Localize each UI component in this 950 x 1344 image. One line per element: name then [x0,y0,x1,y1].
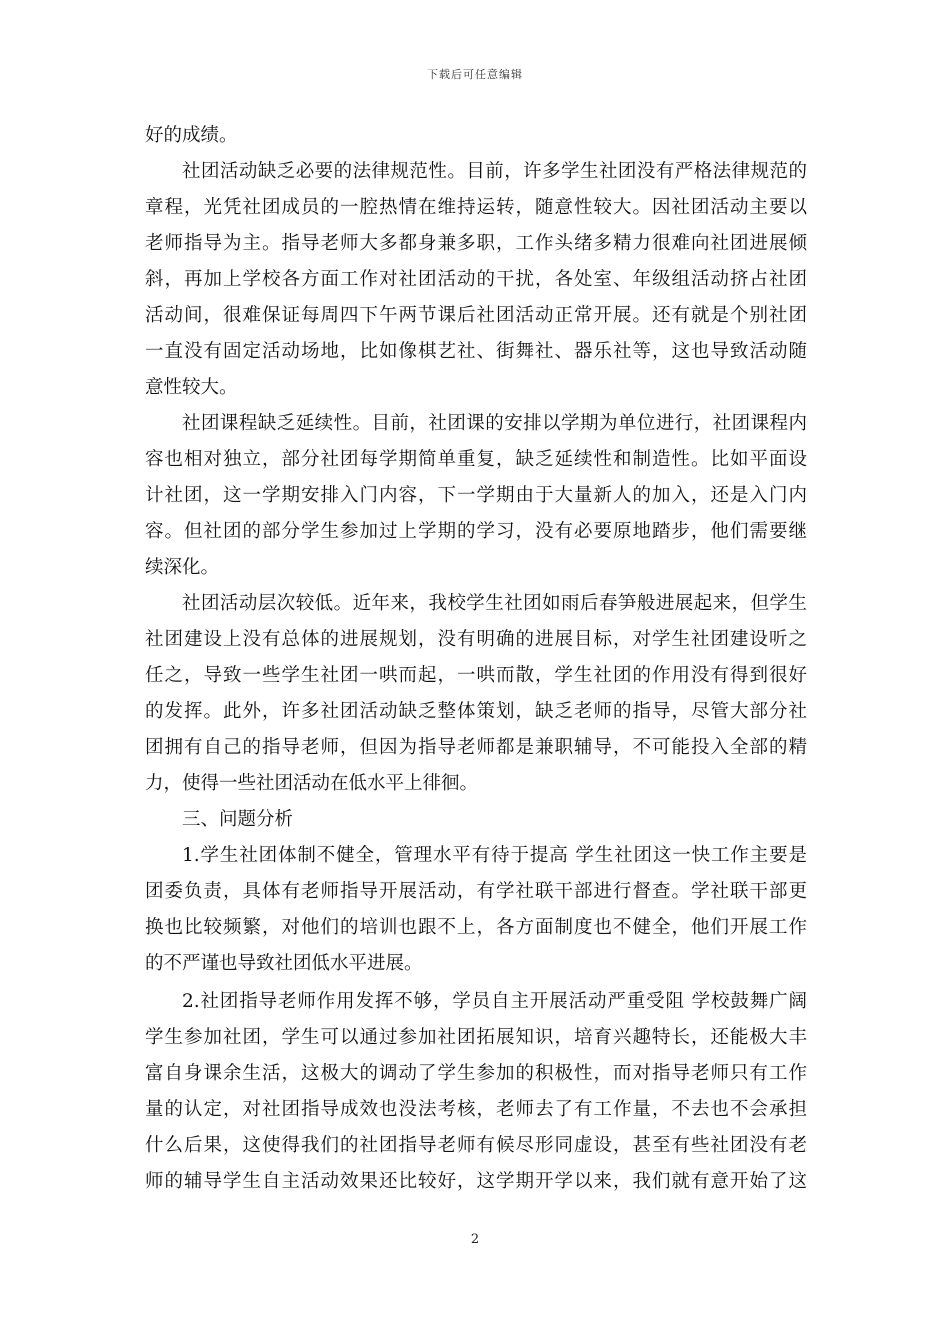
text-line: 团拥有自己的指导老师，但因为指导老师都是兼职辅导，不可能投入全部的精 [145,737,807,758]
text-line: 容也相对独立，部分社团每学期简单重复，缺乏延续性和制造性。比如平面设 [145,449,807,470]
text-line: 学生参加社团，学生可以通过参加社团拓展知识，培育兴趣特长，还能极大丰 [145,1027,807,1048]
paragraph-start-line: 社团课程缺乏延续性。目前，社团课的安排以学期为单位进行，社团课程内 [182,413,807,434]
text-line: 计社团，这一学期安排入门内容，下一学期由于大量新人的加入，还是入门内 [145,485,807,506]
page-header: 下载后可任意编辑 [427,68,523,81]
paragraph-start-line: 社团活动缺乏必要的法律规范性。目前，许多学生社团没有严格法律规范的 [182,161,807,182]
text-line: 师的辅导学生自主活动效果还比较好，这学期开学以来，我们就有意开始了这 [145,1171,807,1192]
text-line: 的发挥。此外，许多社团活动缺乏整体策划，缺乏老师的指导，尽管大部分社 [145,701,807,722]
page-number: 2 [470,1232,480,1247]
text-line: 团委负责，具体有老师指导开展活动，有学社联干部进行督查。学社联干部更 [145,881,807,902]
paragraph-start-line: 社团活动层次较低。近年来，我校学生社团如雨后春笋般进展起来，但学生 [182,593,807,614]
text-line: 意性较大。 [145,377,238,398]
text-line: 好的成绩。 [145,125,238,146]
text-line: 的不严谨也导致社团低水平进展。 [145,953,423,974]
paragraph-start-line: 2.社团指导老师作用发挥不够，学员自主开展活动严重受阻 学校鼓舞广阔 [182,991,807,1012]
text-line: 一直没有固定活动场地，比如像棋艺社、街舞社、器乐社等，这也导致活动随 [145,341,807,362]
paragraph-start-line: 1.学生社团体制不健全，管理水平有待于提高 学生社团这一快工作主要是 [182,845,807,866]
text-line: 老师指导为主。指导老师大多都身兼多职，工作头绪多精力很难向社团进展倾 [145,233,807,254]
document-body [145,118,807,1200]
text-line: 社团建设上没有总体的进展规划，没有明确的进展目标，对学生社团建设听之 [145,629,807,650]
text-line: 换也比较频繁，对他们的培训也跟不上，各方面制度也不健全，他们开展工作 [145,917,807,938]
section-heading: 三、问题分析 [182,809,294,830]
text-line: 章程，光凭社团成员的一腔热情在维持运转，随意性较大。因社团活动主要以 [145,197,807,218]
text-line: 活动间，很难保证每周四下午两节课后社团活动正常开展。还有就是个别社团 [145,305,807,326]
text-line: 量的认定，对社团指导成效也没法考核，老师去了有工作量，不去也不会承担 [145,1099,807,1120]
text-line: 富自身课余生活，这极大的调动了学生参加的积极性，而对指导老师只有工作 [145,1063,807,1084]
text-line: 续深化。 [145,557,220,578]
text-line: 容。但社团的部分学生参加过上学期的学习，没有必要原地踏步，他们需要继 [145,521,807,542]
text-line: 什么后果，这使得我们的社团指导老师有候尽形同虚设，甚至有些社团没有老 [145,1135,807,1156]
text-line: 力，使得一些社团活动在低水平上徘徊。 [145,773,479,794]
text-line: 任之，导致一些学生社团一哄而起，一哄而散，学生社团的作用没有得到很好 [145,665,807,686]
text-line: 斜，再加上学校各方面工作对社团活动的干扰，各处室、年级组活动挤占社团 [145,269,807,290]
